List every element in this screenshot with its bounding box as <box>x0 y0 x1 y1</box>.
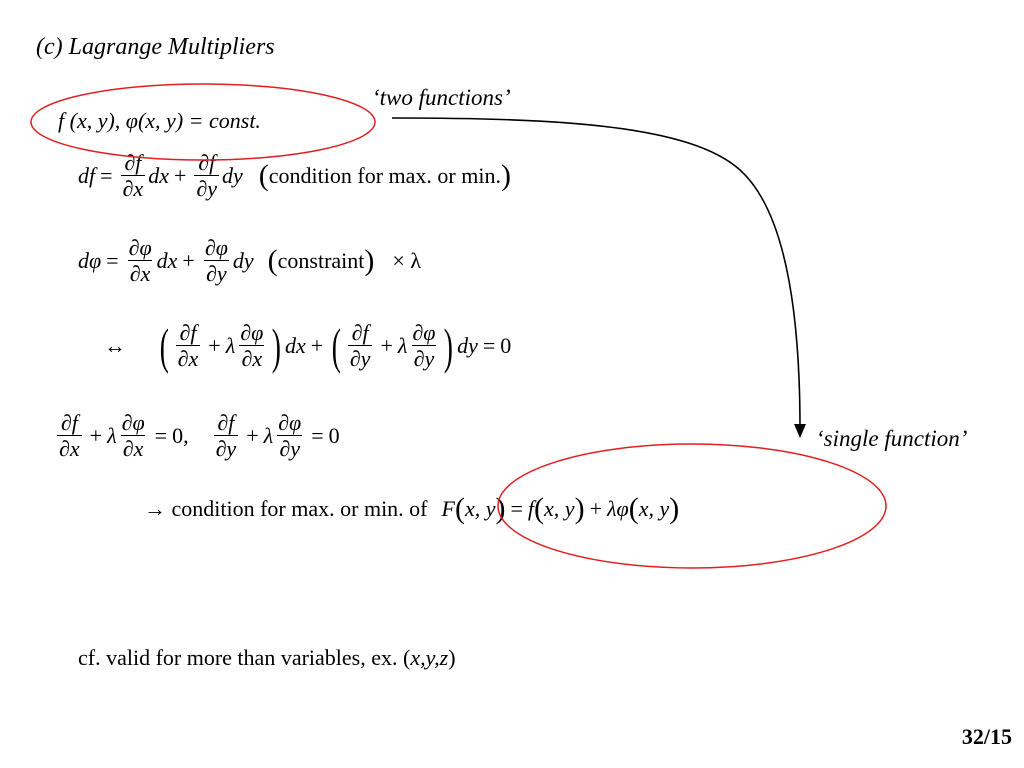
single-function-note: ‘single function’ <box>816 426 968 451</box>
page-number: 32/15 <box>961 724 1012 749</box>
condition-prefix: → condition for max. or min. of <box>144 496 428 521</box>
equation-dphi: dφ = $\frac{\partial\varphi}{\partial x}$ dx + $\frac{\partial\varphi}{\partial y}$ dy ( constraint ) × λ <box>78 235 421 287</box>
equation-df: df = $\frac{\partial f}{\partial x}$ dx + $\frac{\partial f}{\partial y}$ dy ( condition for max. or min. ) <box>78 150 511 202</box>
curved-arrow <box>392 118 800 428</box>
two-functions-ellipse <box>31 84 375 160</box>
cf-note: cf. valid for more than variables, ex. (x,y,z) <box>78 645 456 670</box>
times-lambda: × λ <box>392 247 421 273</box>
equation-stationary: $\frac{\partial f}{\partial x}$ + λ $\frac{\partial\varphi}{\partial x}$ = 0, $\frac{\partial f}{\partial y}$ + λ $\frac{\partial\varphi}{\partial y}$ = 0 <box>59 410 340 462</box>
constraint-label: constraint <box>277 247 365 273</box>
cf-variables: x,y,z <box>410 645 449 670</box>
cf-text: cf. valid for more than variables, ex. <box>78 645 398 670</box>
single-function-ellipse <box>498 444 886 568</box>
condition-label: condition for max. or min. <box>268 162 501 188</box>
equation-lagrangian: → condition for max. or min. of F ( x, y ) = f ( x, y ) + λφ ( x, y ) <box>144 492 680 525</box>
slide-title: (c) Lagrange Multipliers <box>36 34 275 60</box>
equivalence-arrow: ↔ <box>104 332 126 358</box>
arrowhead-icon <box>794 424 806 438</box>
equation-combined: ↔ ( $\frac{\partial f}{\partial x}$ + λ $\frac{\partial\varphi}{\partial x}$ ) dx + ( $\frac{\partial f}{\partial y}$ + λ $\frac{\partial\varphi}{\partial y}$ ) dy = 0 <box>104 317 512 374</box>
functions-definition: f (x, y), φ(x, y) = const. <box>58 108 261 133</box>
two-functions-note: ‘two functions’ <box>372 85 511 110</box>
